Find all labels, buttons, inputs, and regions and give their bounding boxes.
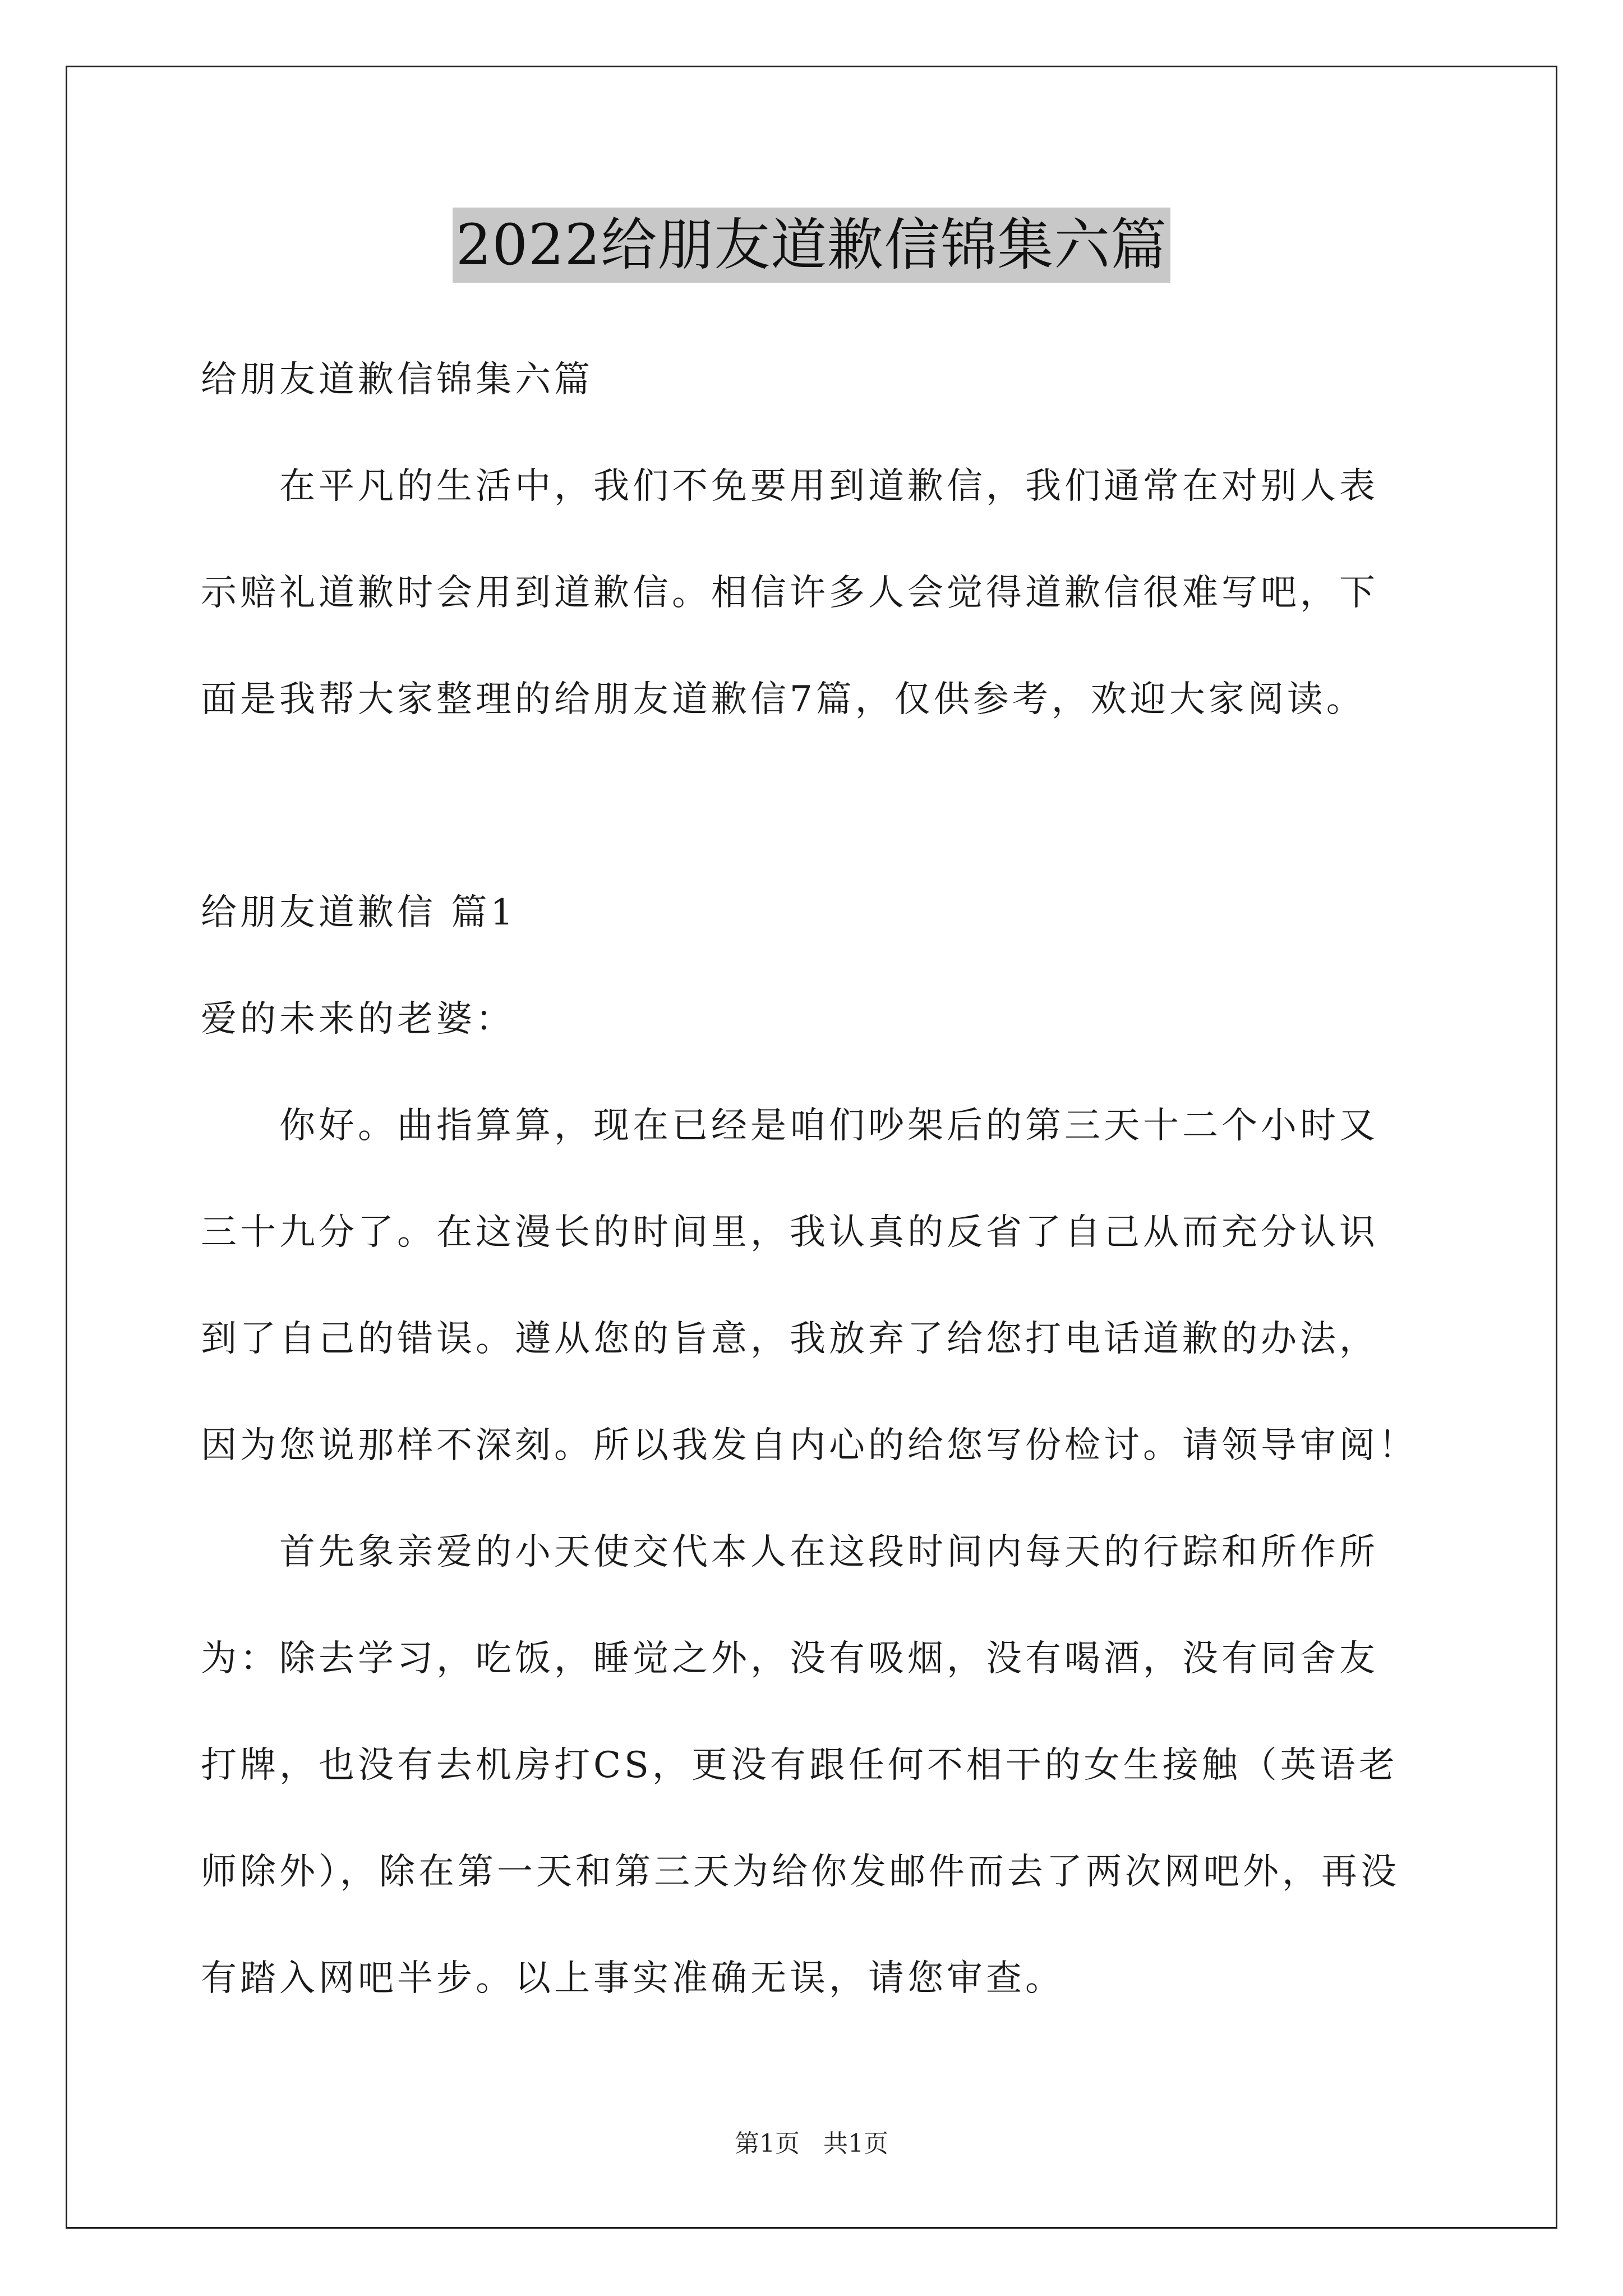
paragraph-line: 师除外），除在第一天和第三天为给你发邮件而去了两次网吧外，再没 [201,1851,1400,1893]
title-container [0,208,1623,283]
intro-line: 示赔礼道歉时会用到道歉信。相信许多人会觉得道歉信很难写吧，下 [201,572,1378,614]
paragraph-line: 因为您说那样不深刻。所以我发自内心的给您写份检讨。请领导审阅！ [201,1425,1418,1466]
paragraph-line: 到了自己的错误。遵从您的旨意，我放弃了给您打电话道歉的办法， [201,1318,1378,1360]
section-heading: 给朋友道歉信 篇1 [201,892,517,933]
paragraph-line: 你好。曲指算算，现在已经是咱们吵架后的第三天十二个小时又 [279,1105,1378,1147]
document-title: 2022给朋友道歉信锦集六篇 [453,208,1171,283]
intro-line: 面是我帮大家整理的给朋友道歉信7篇，仅供参考，欢迎大家阅读。 [201,679,1366,720]
paragraph-line: 首先象亲爱的小天使交代本人在这段时间内每天的行踪和所作所 [279,1531,1378,1573]
paragraph-line: 三十九分了。在这漫长的时间里，我认真的反省了自己从而充分认识 [201,1212,1378,1253]
page-footer: 第1页 共1页 [735,2129,888,2158]
paragraph-line: 有踏入网吧半步。以上事实准确无误，请您审查。 [201,1958,1064,1999]
intro-line: 在平凡的生活中，我们不免要用到道歉信，我们通常在对别人表 [279,466,1378,507]
paragraph-line: 打牌，也没有去机房打CS，更没有跟任何不相干的女生接触（英语老 [201,1745,1398,1786]
document-subtitle: 给朋友道歉信锦集六篇 [201,359,593,401]
salutation: 爱的未来的老婆： [201,999,515,1040]
paragraph-line: 为：除去学习，吃饭，睡觉之外，没有吸烟，没有喝酒，没有同舍友 [201,1638,1378,1680]
